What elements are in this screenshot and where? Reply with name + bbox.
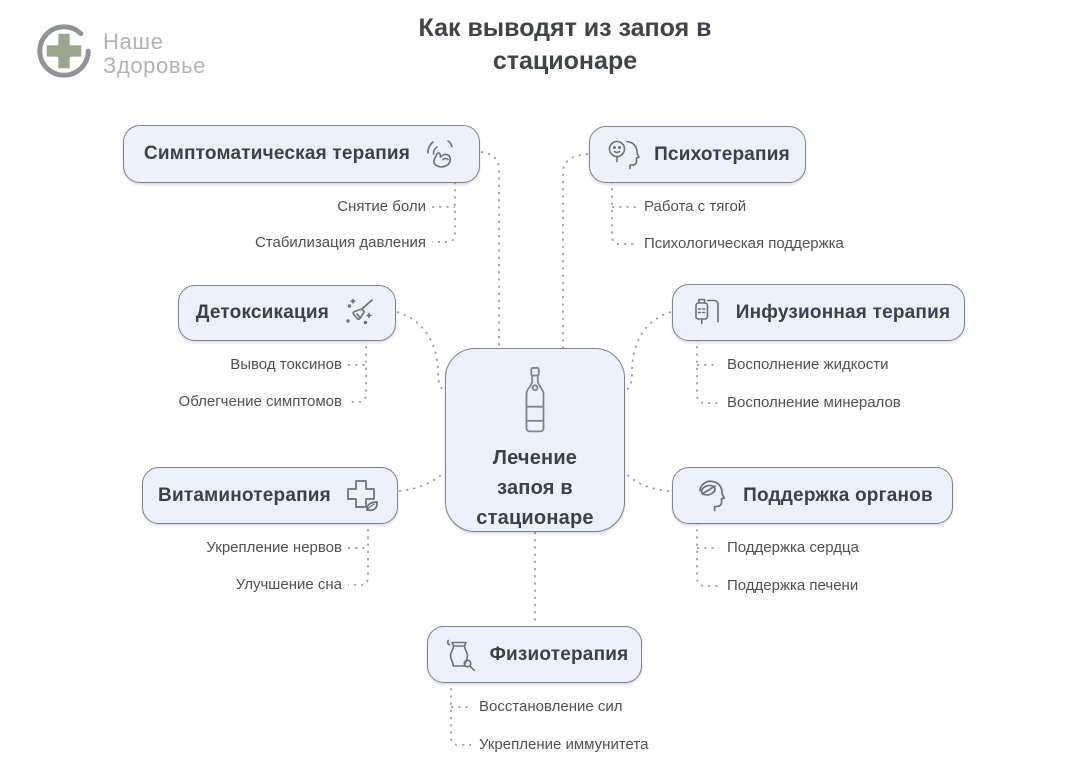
sub-item-mineral-replenishment: Восполнение минералов <box>727 394 901 411</box>
node-detox-label: Детоксикация <box>195 302 330 323</box>
node-center-treatment <box>445 348 625 532</box>
page-title-line2: стационаре <box>492 46 638 75</box>
sub-item-liver-support: Поддержка печени <box>727 577 859 594</box>
sub-item-craving-work: Работа с тягой <box>644 198 747 215</box>
connector-symptomatic-items <box>432 182 455 242</box>
node-vitamin-therapy <box>142 467 398 524</box>
connector-center-to-infusion <box>625 312 671 390</box>
clinic-logo-text: Наше Здоровье <box>103 28 207 78</box>
node-psychotherapy-label: Психотерапия <box>654 143 790 165</box>
connector-vitamin-items <box>348 522 368 585</box>
connector-detox-items <box>348 339 366 402</box>
sub-item-heart-support: Поддержка сердца <box>727 539 859 556</box>
page-title <box>315 12 815 77</box>
sub-item-symptom-relief: Облегчение симптомов <box>178 393 342 410</box>
connector-physio-items <box>451 681 471 745</box>
pain-relief-icon <box>421 135 459 173</box>
clinic-logo <box>33 20 206 87</box>
psychology-head-icon <box>605 136 643 174</box>
sub-item-pressure-stabilization: Стабилизация давления <box>254 234 426 251</box>
sub-item-fluid-replenishment: Восполнение жидкости <box>727 356 889 373</box>
connector-center-to-symptomatic <box>481 152 499 348</box>
node-infusion-therapy <box>672 284 965 341</box>
connector-center-to-organ <box>625 473 669 491</box>
sub-item-strength-recovery: Восстановление сил <box>479 698 623 715</box>
body-jar-icon <box>441 636 479 674</box>
sub-item-nerve-strengthening: Укрепление нервов <box>206 539 342 556</box>
node-psychotherapy <box>589 126 806 183</box>
node-center-label: Лечение запоя в стационаре <box>476 447 594 529</box>
sub-item-immunity-strengthening: Укрепление иммунитета <box>479 736 649 753</box>
node-infusion-label: Инфузионная терапия <box>735 301 951 323</box>
connector-organ-items <box>697 522 719 586</box>
sub-item-psychological-support: Психологическая поддержка <box>644 235 844 252</box>
sub-item-toxin-removal: Вывод токсинов <box>230 356 342 373</box>
sub-item-pain-relief: Снятие боли <box>337 198 426 215</box>
iv-drip-icon <box>687 294 725 332</box>
node-physio-label: Физиотерапия <box>489 643 629 665</box>
node-symptomatic-therapy <box>123 125 480 183</box>
medical-cross-logo-icon <box>33 20 95 87</box>
connector-psychotherapy-items <box>612 181 636 244</box>
node-physiotherapy <box>427 626 642 683</box>
node-symptomatic-label: Симптоматическая терапия <box>143 143 411 164</box>
connector-center-to-psychotherapy <box>563 154 588 348</box>
node-organ-support <box>672 467 953 524</box>
head-organ-icon <box>692 476 732 516</box>
sub-item-sleep-improvement: Улучшение сна <box>235 576 342 593</box>
connector-infusion-items <box>697 339 719 403</box>
connector-center-to-vitamin <box>399 472 445 491</box>
node-organ-label: Поддержка органов <box>743 484 933 506</box>
page-title-line1: Как выводят из запоя в <box>418 14 712 42</box>
champagne-bottle-icon <box>518 365 552 437</box>
broom-icon <box>340 294 378 332</box>
node-vitamin-label: Витаминотерапия <box>158 484 331 506</box>
cross-leaf-icon <box>342 476 382 516</box>
connector-center-to-detox <box>397 312 445 390</box>
node-detox <box>178 285 396 341</box>
